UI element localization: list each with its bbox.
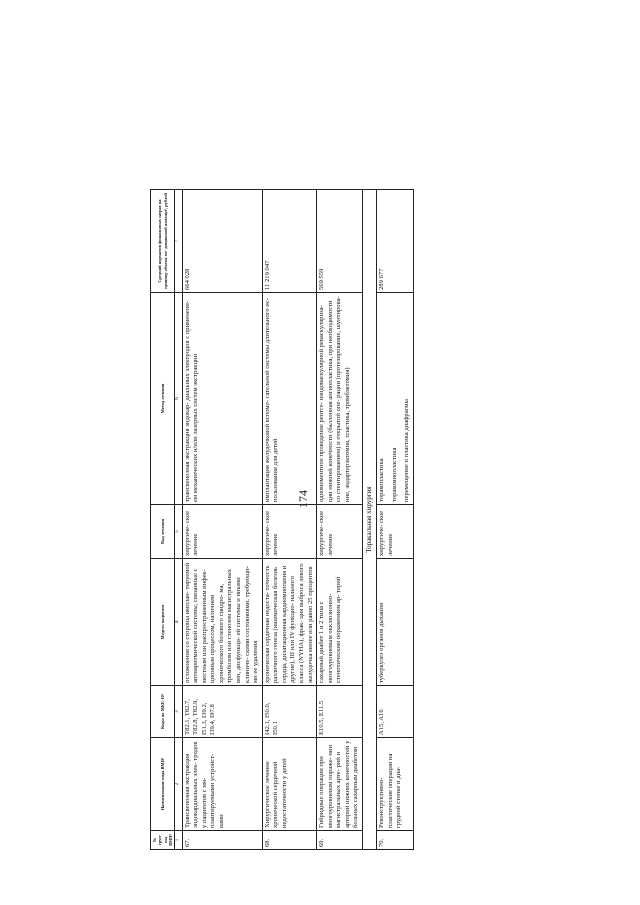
header-row (151, 190, 175, 850)
patient-model: хроническая сердечная недоста- точность различного генеза (ишемическая болезнь сердца, дилатационная кардиомиопатия и другие), III или IV функцио- нального класса (NYHA), фрак- ция выброса левого желудочка менее или равно 25 процентов (262, 559, 316, 686)
icd-codes: I42.1, I50.0, I50.1 (262, 686, 316, 738)
vmp-name: Реконструктивно- пластические операции на грудной стенке и диа- (376, 738, 413, 831)
header-treatment-method: Метод лечения (151, 293, 175, 505)
treatment-type: хирургиче- ское лечение (376, 505, 413, 559)
method-item: торакомиопластика (390, 447, 398, 502)
header-treatment-type: Вид лечения (151, 505, 175, 559)
table-row (376, 190, 413, 850)
group-number: 69. (317, 831, 363, 850)
group-number: 70. (376, 831, 413, 850)
vmp-name: Гибридные операции при многоуровневом пораже- нии магистральных арте- рий и артерий нижних конечностей у больных сахарным диабетом (317, 738, 363, 831)
icd-codes: E10.5, E11.5 (317, 686, 363, 738)
column-number: 1 (175, 831, 183, 850)
vmp-name: Хирургическое лечение хронической сердечной недостаточности у детей (262, 738, 316, 831)
treatment-method: имплантация желудочковой вспомо- гательной системы длительного ис- пользования для детей (262, 293, 316, 505)
table-row (262, 190, 316, 850)
treatment-type: хирургиче- ское лечение (182, 505, 262, 559)
treatment-type: хирургиче- ское лечение (317, 505, 363, 559)
column-number: 4 (175, 559, 183, 686)
section-title: Торакальная хирургия (362, 190, 376, 850)
rotated-page (150, 190, 630, 850)
vmp-name: Трансвенозная экстракция эндокардиальных элек- тродов у пациентов с им- плантируемыми устройст- вами (182, 738, 262, 831)
header-icd-codes: Коды по МКБ-10² (151, 686, 175, 738)
table-row (182, 190, 262, 850)
page-number: 174 (296, 490, 310, 508)
patient-model: туберкулез органов дыхания (376, 559, 413, 686)
table-row (317, 190, 363, 850)
vmp-table (150, 189, 414, 850)
column-number: 3 (175, 686, 183, 738)
header-patient-model: Модель пациента (151, 559, 175, 686)
column-number: 5 (175, 505, 183, 559)
section-row (362, 190, 376, 850)
patient-model: сахарный диабет 1 и 2 типа с многоуровневым окклюзионно- стенотическим поражением ар- терий (317, 559, 363, 686)
treatment-method: одномоментное проведение рентге- нэндоваскулярной реваскуляриза- ции нижней конечности (баллонная ангиопластика, при необходимости со стентированием) и открытой опе- рации (протезирование, шунтирова- ние, эндартерэктомия, пластика, тромбэктомия) (317, 293, 363, 505)
method-item: перемещение и пластика диафрагмы (403, 399, 411, 502)
cost: 664 028 (182, 190, 262, 293)
header-group-number: № груп- пы ВМП¹ (151, 831, 175, 850)
icd-codes: T82.1, T82.7, T82.8, T82.9, I51.3, I39.2, I39.4, I97.8 (182, 686, 262, 738)
icd-codes: A15, A16 (376, 686, 413, 738)
treatment-method (376, 293, 413, 505)
column-number-row (175, 190, 183, 850)
cost: 289 677 (376, 190, 413, 293)
group-number: 67. (182, 831, 262, 850)
cost: 569 559 (317, 190, 363, 293)
header-vmp-name: Наименование вида ВМП¹ (151, 738, 175, 831)
group-number: 68. (262, 831, 316, 850)
header-cost: Средний норматив финансовых затрат на единицу объема ме- дицинской помощи³, рублей (151, 190, 175, 293)
patient-model: осложнения со стороны имплан- тируемой антиаритмической системы, связанные с местным или распространенным инфек- ционным процессом, наличием хронического болевого синдро- ма, тромбозом или стенозом магистральных вен, дисфункци- ей системы и иными клиниче- скими состояниями, требующи- ми ее удаления (182, 559, 262, 686)
cost: 11 219 047 (262, 190, 316, 293)
column-number: 2 (175, 738, 183, 831)
method-item: торакопластика (377, 458, 385, 502)
column-number: 7 (175, 190, 183, 293)
treatment-method: трансвенозная экстракция эндокар- диальных электродов с применени- ем механических и/или лазерных систем экстракции (182, 293, 262, 505)
treatment-type: хирургиче- ское лечение (262, 505, 316, 559)
column-number: 6 (175, 293, 183, 505)
